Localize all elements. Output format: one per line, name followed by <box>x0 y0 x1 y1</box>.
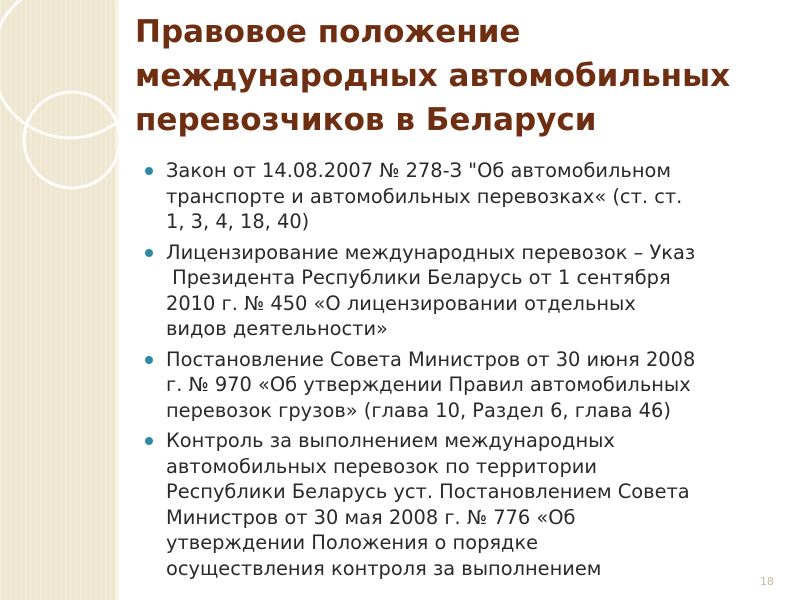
bullet-line: Постановление Совета Министров от 30 июня 2008 <box>166 347 696 371</box>
bullet-dot-icon <box>145 356 153 364</box>
bullet-line: видов деятельности» <box>166 317 388 340</box>
bullet-line: г. № 970 «Об утверждении Правил автомобильных <box>166 373 691 396</box>
decorative-rings <box>0 0 130 600</box>
bullet-line: перевозок грузов» (глава 10, Раздел 6, глава 46) <box>166 398 671 422</box>
bullet-line: Лицензирование международных перевозок – Указ <box>166 240 696 264</box>
title-line: перевозчиков в Беларуси <box>135 102 597 138</box>
bullet-line: транспорте и автомобильных перевозках« (ст. ст. <box>166 184 683 208</box>
slide-number: 18 <box>760 575 774 588</box>
bullet-line: 2010 г. № 450 «О лицензировании отдельных <box>166 291 636 315</box>
bullet-line: утверждении Положения о порядке <box>166 531 539 554</box>
bullet-line: Президента Республики Беларусь от 1 сентября <box>166 266 671 289</box>
bullet-item <box>145 428 785 581</box>
bullet-line: Закон от 14.08.2007 № 278-З "Об автомобильном <box>166 159 671 182</box>
bullet-item <box>145 347 785 424</box>
bullet-dot-icon <box>145 249 153 257</box>
bullet-line: Республики Беларусь уст. Постановлением Совета <box>166 480 690 503</box>
bullet-item <box>145 158 785 235</box>
title-line: международных автомобильных <box>135 58 731 94</box>
bullet-dot-icon <box>145 437 153 445</box>
bullet-line: Контроль за выполнением международных <box>166 429 615 452</box>
bullet-line: 1, 3, 4, 18, 40) <box>166 210 310 233</box>
bullet-item <box>145 240 785 342</box>
slide-title <box>135 10 775 142</box>
bullet-list <box>145 158 785 586</box>
bullet-dot-icon <box>145 167 153 175</box>
title-line: Правовое положение <box>135 14 521 50</box>
bullet-line: осуществления контроля за выполнением <box>166 556 602 580</box>
bullet-line: автомобильных перевозок по территории <box>166 454 597 478</box>
bullet-line: Министров от 30 мая 2008 г. № 776 «Об <box>166 505 576 529</box>
